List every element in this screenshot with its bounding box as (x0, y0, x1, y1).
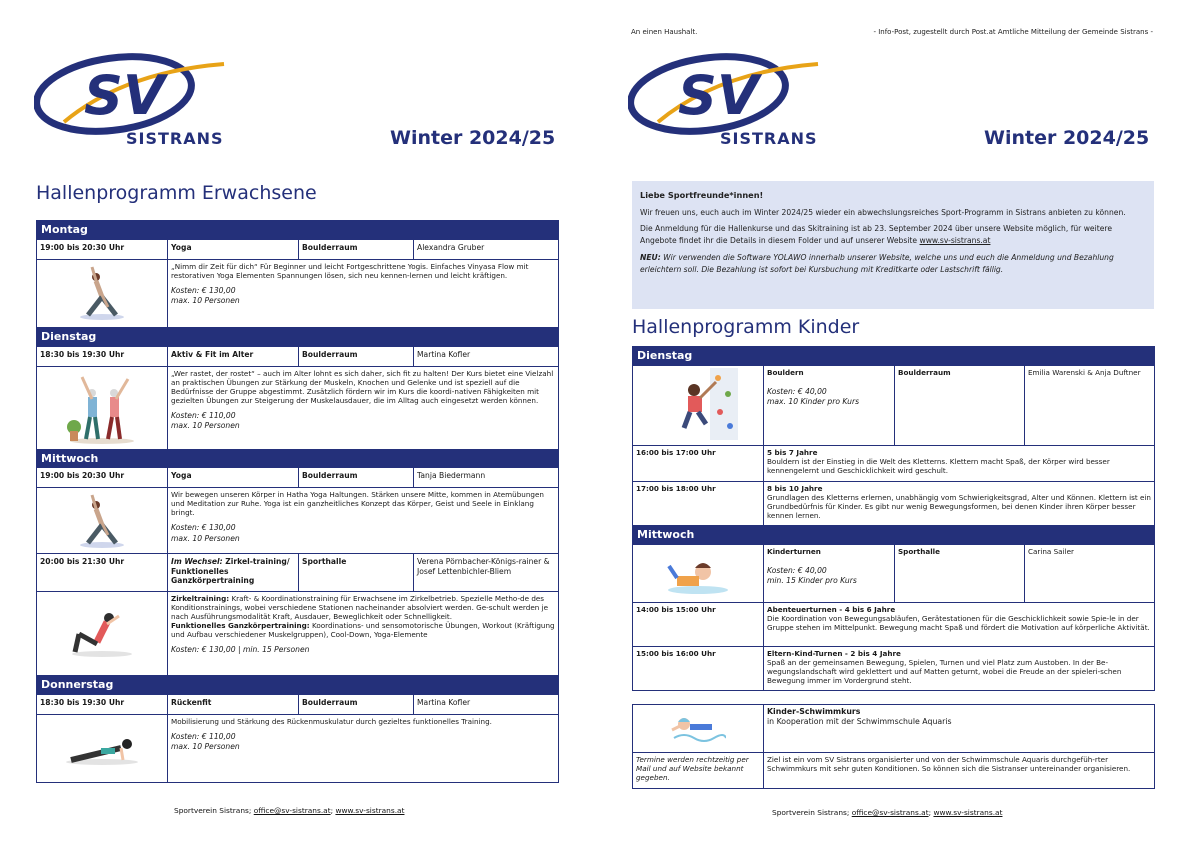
swim-course-note: Termine werden rechtzeitig per Mail und auf Website bekannt gegeben. (633, 753, 764, 789)
group-row: 16:00 bis 17:00 Uhr 5 bis 7 Jahre Bouldern ist der Einstieg in die Welt des Kletterns. Klettern macht Spaß, der Körper wird besser kennengelernt und Geschicklichkeit wird geschult. (633, 445, 1155, 481)
course-detail-row: Zirkeltraining: Kraft- & Koordinationstraining für Erwachsene im Zirkelbetrieb. Spezielle Metho-de des Konditionstrainings, wobei verschiedene Stationen nacheinander absolviert werden. Ge-schult werden je nach Ausführungsmodalität Kraft, Ausdauer, Beweglichkeit oder Schnelligkeit. Funktionelles Ganzkörpertraining: Koordinations- und sensomotorische Übungen, Workout (Kräftigung und Aufbau verschiedener Muskelgruppen), Cool-Down, Yoga-Elemente Kosten: € 130,00 | min. 15 Personen (37, 592, 559, 676)
course-description: „Nimm dir Zeit für dich“ Für Beginner und leicht Fortgeschrittene Yogis. Einfaches Vinyasa Flow mit restorativen Yoga Elementen Spannungen lösen, sich neu kennen-lernen und leicht kräftigen. Kosten: € 130,00 max. 10 Personen (168, 259, 559, 327)
logo-subtitle: SISTRANS (720, 129, 818, 148)
course-detail-row: „Wer rastet, der rostet“ – auch im Alter lohnt es sich daher, sich fit zu halten! Der Kurs bietet eine Vielzahl an praktischen Übungen zur Stärkung der Muskeln, Knochen und Gelenke und ist speziell auf die Bedürfnisse der Gruppe abgestimmt. Zusätzlich fördern wir im Kurs die koordi-nativen Fähigkeiten mit gezielten Übungen zur Steigerung der Muskelausdauer, die im Alltag auch eingesetzt werden können. Kosten: € 110,00 max. 10 Personen (37, 366, 559, 449)
swim-course-text: Ziel ist ein vom SV Sistrans organisierter und von der Schwimmschule Aquaris durchgefüh-rter Schwimmkurs mit sehr guten Konditionen. So können sich die Sistranser untereinander organisieren. (764, 753, 1155, 789)
group-row: 15:00 bis 16:00 Uhr Eltern-Kind-Turnen - 2 bis 4 Jahre Spaß an der gemeinsamen Bewegung, Spielen, Turnen und viel Platz zum Austoben. In der Be-wegungslandschaft wird geklettert und auf Matten geturnt, wobei die Freude an der spieleri-schen Bewegung immer im Vordergrund steht. (633, 646, 1155, 690)
course-row: 18:30 bis 19:30 Uhr Rückenfit Boulderraum Martina Kofler (37, 695, 559, 715)
footer-email-link[interactable]: office@sv-sistrans.at (851, 808, 929, 817)
sv-sistrans-logo (628, 52, 838, 152)
adults-program-title: Hallenprogramm Erwachsene (36, 182, 317, 204)
logo-sv-text: SV (678, 64, 759, 127)
logo-sv-text: SV (84, 64, 165, 127)
kids-program-table (632, 346, 1155, 691)
course-detail-row: Wir bewegen unseren Körper in Hatha Yoga Haltungen. Stärken unsere Mitte, kommen in Atemübungen und Meditation zur Ruhe. Yoga ist ein ganzheitliches Konzept das Körper, Geist und Seele in Einklang bringt. Kosten: € 130,00 max. 10 Personen (37, 488, 559, 554)
day-header-dienstag: Dienstag (37, 327, 559, 346)
mail-notice-right: - Info-Post, zugestellt durch Post.at Amtliche Mitteilung der Gemeinde Sistrans - (873, 28, 1153, 36)
day-header-mittwoch: Mittwoch (633, 525, 1155, 544)
course-row (37, 239, 559, 259)
course-name: Yoga (168, 239, 299, 259)
day-header-montag: Montag (37, 221, 559, 240)
day-header-donnerstag: Donnerstag (37, 676, 559, 695)
swim-course-table (632, 704, 1155, 789)
page-right (596, 0, 1191, 842)
course-row: 18:30 bis 19:30 Uhr Aktiv & Fit im Alter Boulderraum Martina Kofler (37, 346, 559, 366)
day-header-mittwoch: Mittwoch (37, 449, 559, 468)
course-time: 19:00 bis 20:30 Uhr (37, 239, 168, 259)
swimmer-illustration (633, 705, 764, 753)
plank-illustration (37, 715, 168, 783)
notice-website-link[interactable]: www.sv-sistrans.at (919, 236, 991, 246)
notice-new: NEU: Wir verwenden die Software YOLAWO innerhalb unserer Website, welche uns und euch die Anmeldung und Bezahlung erleichtern soll. Die Bezahlung ist sofort bei Kursbuchung mit Kreditkarte oder Lastschrift fällig. (640, 253, 1114, 274)
footer: Sportverein Sistrans; office@sv-sistrans.at; www.sv-sistrans.at (174, 806, 405, 815)
climbing-illustration (633, 365, 764, 445)
kids-program-title: Hallenprogramm Kinder (632, 316, 860, 338)
welcome-notice (632, 181, 1154, 309)
footer-email-link[interactable]: office@sv-sistrans.at (253, 806, 331, 815)
logo-subtitle: SISTRANS (126, 129, 224, 148)
swim-course-name: Kinder-Schwimmkurs (767, 707, 861, 716)
course-row: 20:00 bis 21:30 Uhr Im Wechsel: Zirkel-training/ Funktionelles Ganzkörpertraining Sporthalle Verena Pörnbacher-Königs-rainer & Josef Lettenbichler-Bliem (37, 554, 559, 592)
footer-website-link[interactable]: www.sv-sistrans.at (933, 808, 1003, 817)
notice-title: Liebe Sportfreunde*innen! (640, 190, 764, 200)
adults-program-table (36, 220, 559, 783)
notice-intro: Wir freuen uns, euch auch im Winter 2024/25 wieder ein abwechslungsreiches Sport-Programm in Sistrans anbieten zu können. (640, 207, 1126, 217)
mail-notice-left: An einen Haushalt. (631, 28, 698, 36)
course-detail-row (37, 259, 559, 327)
swim-course-subtitle: in Kooperation mit der Schwimmschule Aquaris (767, 716, 952, 726)
course-row: Kinderturnen Kosten: € 40,00 min. 15 Kinder pro Kurs Sporthalle Carina Sailer (633, 544, 1155, 602)
course-trainer: Alexandra Gruber (414, 239, 559, 259)
yoga-illustration (37, 259, 168, 327)
footer: Sportverein Sistrans; office@sv-sistrans.at; www.sv-sistrans.at (772, 808, 1003, 817)
course-detail-row: Mobilisierung und Stärkung des Rückenmuskulatur durch gezieltes funktionelles Training. Kosten: € 110,00 max. 10 Personen (37, 715, 559, 783)
footer-website-link[interactable]: www.sv-sistrans.at (335, 806, 405, 815)
group-row: 17:00 bis 18:00 Uhr 8 bis 10 Jahre Grundlagen des Kletterns erlernen, unabhängig vom Schwierigkeitsgrad, Alter und Können. Klettern ist ein Grundbedürfnis für Kinder. Es gibt nur wenig Bewegungsformen, bei denen Kinder ihren Körper besser kennen lernen. (633, 481, 1155, 525)
course-location: Boulderraum (299, 239, 414, 259)
yoga-illustration (37, 488, 168, 554)
course-location: Boulderraum (895, 365, 1025, 445)
group-row: 14:00 bis 15:00 Uhr Abenteuerturnen - 4 bis 6 Jahre Die Koordination von Bewegungsabläufen, Gerätestationen für die Geschicklichkeit sowie Spie-le in der Gruppe stehen im Mittelpunkt. Bewegung macht Spaß und fördert die Motivation auf körperliche Aktivität. (633, 602, 1155, 646)
course-row: 19:00 bis 20:30 Uhr Yoga Boulderraum Tanja Biedermann (37, 468, 559, 488)
course-row: Bouldern Kosten: € 40,00 max. 10 Kinder pro Kurs Boulderraum Emilia Warenski & Anja Duftner (633, 365, 1155, 445)
season-title: Winter 2024/25 (984, 127, 1150, 149)
page-left (0, 0, 595, 842)
seniors-exercise-illustration (37, 366, 168, 449)
sv-sistrans-logo (34, 52, 244, 152)
situp-illustration (37, 592, 168, 676)
course-name: Bouldern (767, 367, 804, 377)
season-title: Winter 2024/25 (390, 127, 556, 149)
day-header-dienstag: Dienstag (633, 347, 1155, 366)
notice-registration: Die Anmeldung für die Hallenkurse und das Skitraining ist ab 23. September 2024 über unsere Website möglich, für weitere Angebote findet ihr die Details in diesem Folder und auf unserer Website www.sv-sistrans.at (640, 224, 1112, 246)
child-gymnastics-illustration (633, 544, 764, 602)
course-trainer: Emilia Warenski & Anja Duftner (1025, 365, 1155, 445)
